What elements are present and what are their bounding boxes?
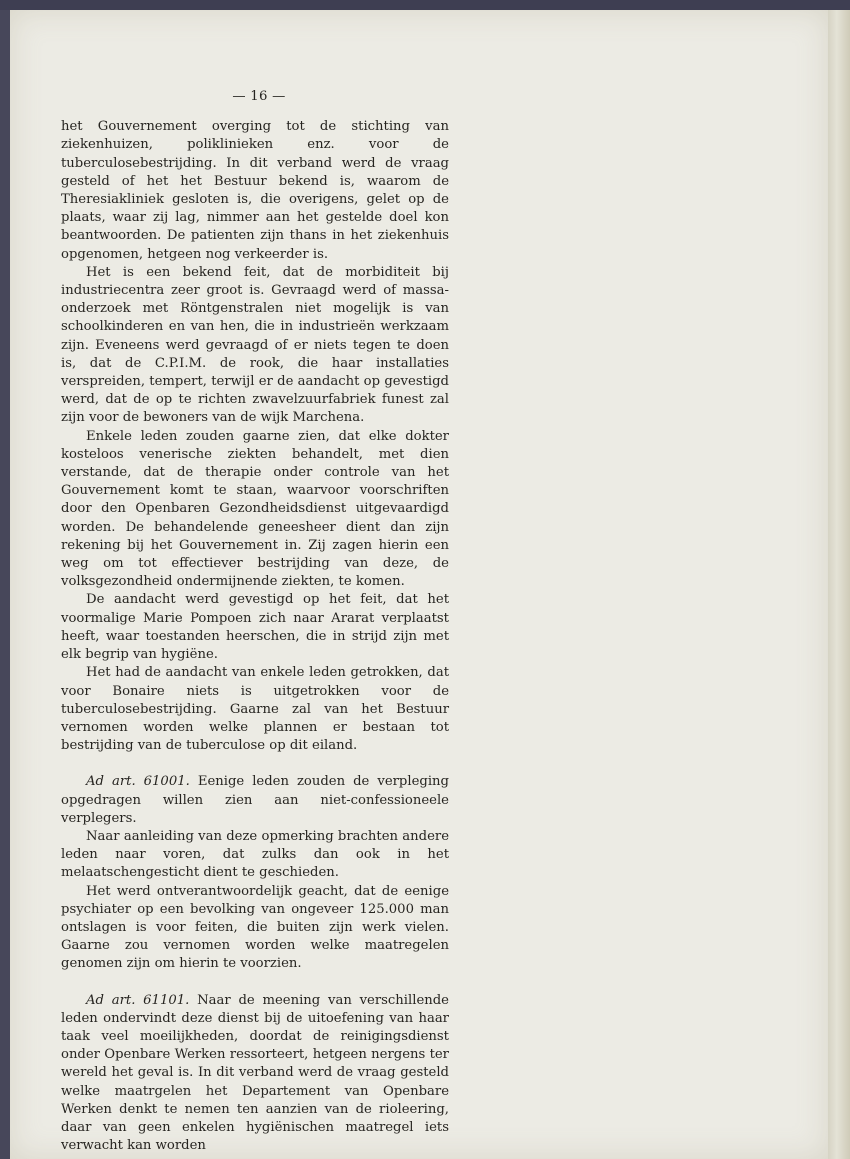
paragraph: Het werd ontverantwoordelijk geacht, dat de eenige psychiater op een bevolking van ongeveer 125.000 man ontslagen is voor feiten, die buiten zijn werk vielen. Gaarne zou vernomen worden welke maatregelen genomen zijn om hierin te voorzien. [61, 883, 449, 972]
paragraph: De aandacht werd gevestigd op het feit, dat het voormalige Marie Pompoen zich naar Ararat verplaatst heeft, waar toestanden heerschen, die in strijd zijn met elk begrip van hygiëne. [61, 592, 449, 663]
paragraph: Enkele leden zouden gaarne zien, dat elke dokter kosteloos venerische ziekten behandelt, met dien verstande, dat de therapie onder controle van het Gouvernement komt te staan, waarvoor voorschriften door den Openbaren Gezondheidsdienst uitgevaardigd worden. De behandelende geneesheer dient dan zijn rekening bij het Gouvernement in. Zij zagen hierin een weg om tot effectiever bestrijding van deze, de volksgezondheid ondermijnende ziekten, te komen. [61, 428, 449, 590]
article-label: Ad art. 61101. [86, 992, 190, 1008]
page-number: — 16 — [232, 89, 286, 104]
paragraph: het Gouvernement overging tot de stichting van ziekenhuizen, poliklinieken enz. voor de tuberculosebestrijding. In dit verband werd de vraag gesteld of het het Bestuur bekend is, waarom de Theresiakliniek gesloten is, die overigens, gelet op de plaats, waar zij lag, nimmer aan het gestelde doel kon beantwoorden. De patienten zijn thans in het ziekenhuis opgenomen, hetgeen nog verkeerder is. [61, 119, 449, 262]
paragraph: Het is een bekend feit, dat de morbiditeit bij industriecentra zeer groot is. Gevraagd werd of massa-onderzoek met Röntgenstralen niet mogelijk is van schoolkinderen en van hen, die in industrieën werkzaam zijn. Eveneens werd gevraagd of er niets tegen te doen is, dat de C.P.I.M. de rook, die haar installaties verspreiden, tempert, terwijl er de aandacht op gevestigd werd, dat de op te richten zwavelzuurfabriek funest zal zijn voor de bewoners van de wijk Marchena. [61, 264, 449, 426]
page-edge [828, 10, 850, 1159]
article-paragraph: Ad art. 61001. Eenige leden zouden de verpleging opgedragen willen zien aan niet-confessioneele verplegers. [61, 774, 449, 826]
page-content [61, 88, 449, 1155]
paragraph: Het had de aandacht van enkele leden getrokken, dat voor Bonaire niets is uitgetrokken voor de tuberculosebestrijding. Gaarne zal van het Bestuur vernomen worden welke plannen er bestaan tot bestrijding van de tuberculose op dit eiland. [61, 665, 449, 754]
article-label: Ad art. 61001. [86, 774, 190, 790]
scan-top-border [0, 0, 850, 10]
article-paragraph: Ad art. 61101. Naar de meening van verschillende leden ondervindt deze dienst bij de uitoefening van haar taak veel moeilijkheden, doordat de reinigingsdienst onder Openbare Werken ressorteert, hetgeen nergens ter wereld het geval is. In dit verband werd de vraag gesteld welke maatrgelen het Departement van Openbare Werken denkt te nemen ten aanzien van de rioleering, daar van geen enkelen hygiënischen maatregel iets verwacht kan worden [61, 992, 449, 1154]
paragraph: Naar aanleiding van deze opmerking brachten andere leden naar voren, dat zulks dan ook in het melaatschengesticht dient te geschieden. [61, 828, 449, 881]
